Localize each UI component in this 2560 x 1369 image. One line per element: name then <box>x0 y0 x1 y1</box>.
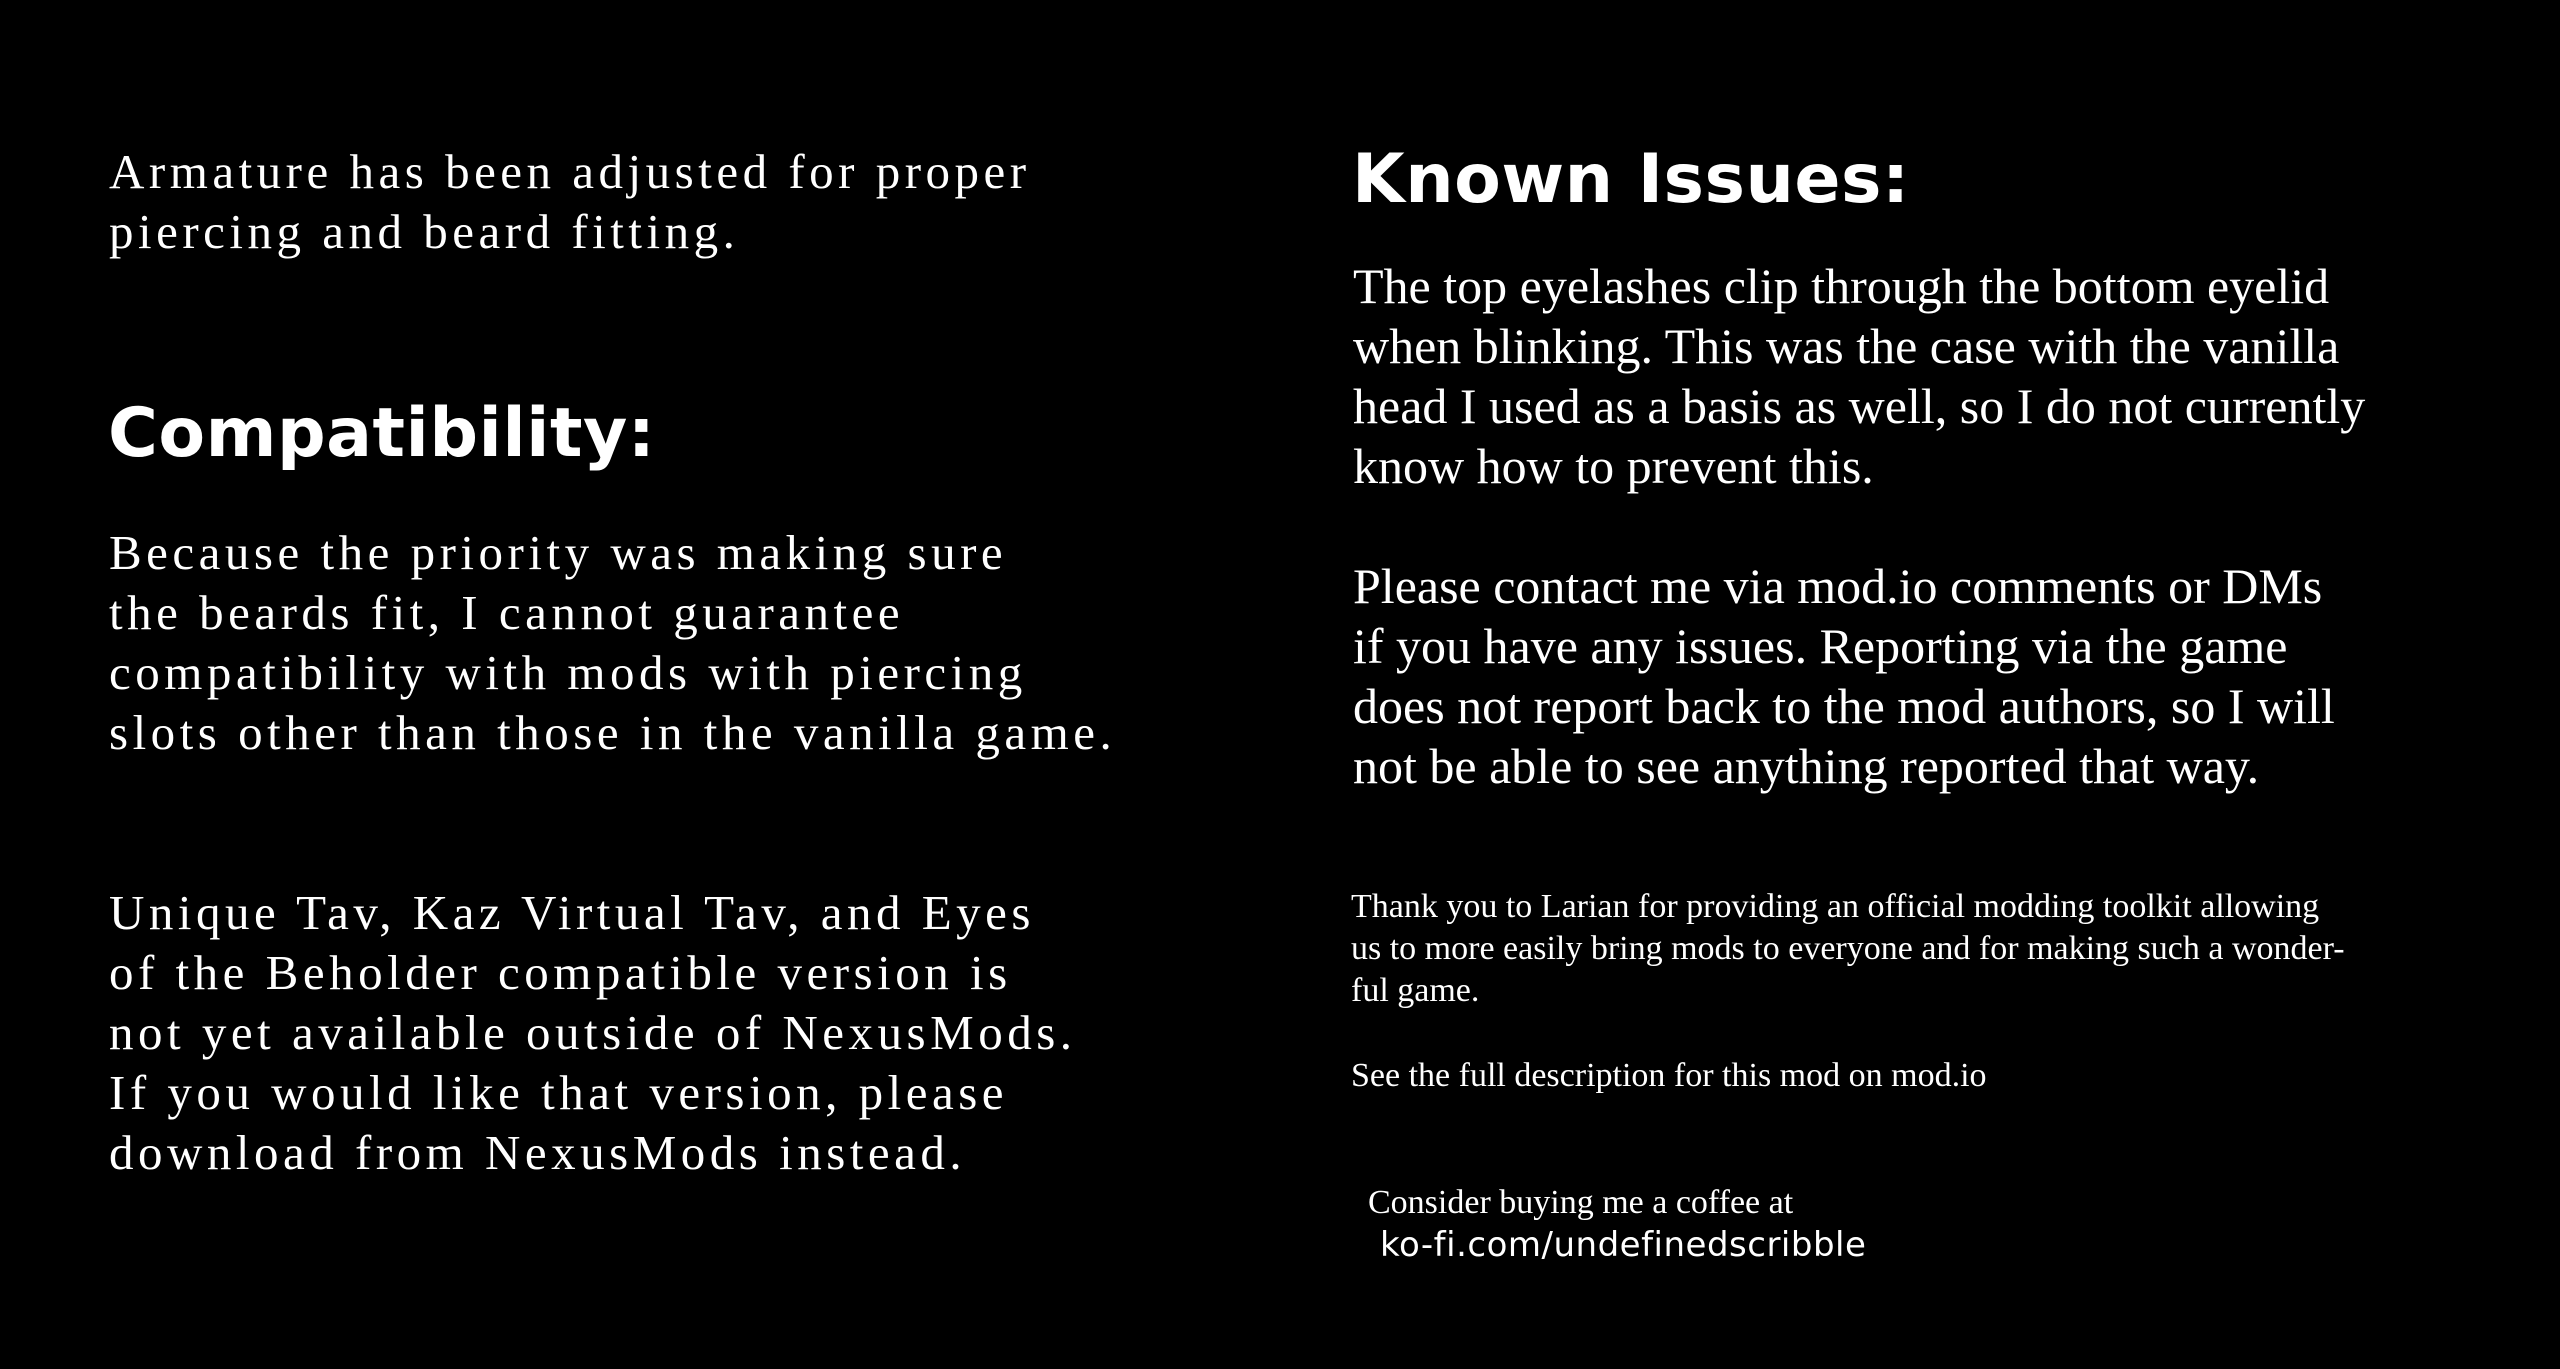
compatibility-paragraph: Because the priority was making sure the beards fit, I cannot guarantee compatibility with mods with piercing slots other than those in the vanilla game. <box>109 525 1117 760</box>
armature-note: Armature has been adjusted for proper piercing and beard fitting. <box>109 144 1031 259</box>
known-issues-heading: Known Issues: <box>1352 140 1910 219</box>
contact-paragraph: Please contact me via mod.io comments or DMs if you have any issues. Reporting via the game does not report back to the mod authors, so I will not be able to see anything reported that way. <box>1353 558 2335 794</box>
eyelash-issue-paragraph: The top eyelashes clip through the bottom eyelid when blinking. This was the case with the vanilla head I used as a basis as well, so I do not currently know how to prevent this. <box>1353 258 2366 494</box>
full-description-note: See the full description for this mod on mod.io <box>1351 1057 1987 1094</box>
coffee-line <box>1351 1140 1866 1267</box>
thanks-paragraph: Thank you to Larian for providing an official modding toolkit allowing us to more easily bring mods to everyone and for making such a wonder- ful game. <box>1351 888 2345 1009</box>
coffee-prefix: Consider buying me a coffee at <box>1368 1184 1794 1221</box>
compatibility-heading: Compatibility: <box>108 394 656 473</box>
kofi-link[interactable]: ko-fi.com/undefinedscribble <box>1380 1225 1867 1265</box>
unique-tav-paragraph: Unique Tav, Kaz Virtual Tav, and Eyes of the Beholder compatible version is not yet available outside of NexusMods. If you would like that version, please download from NexusMods instead. <box>109 885 1077 1180</box>
